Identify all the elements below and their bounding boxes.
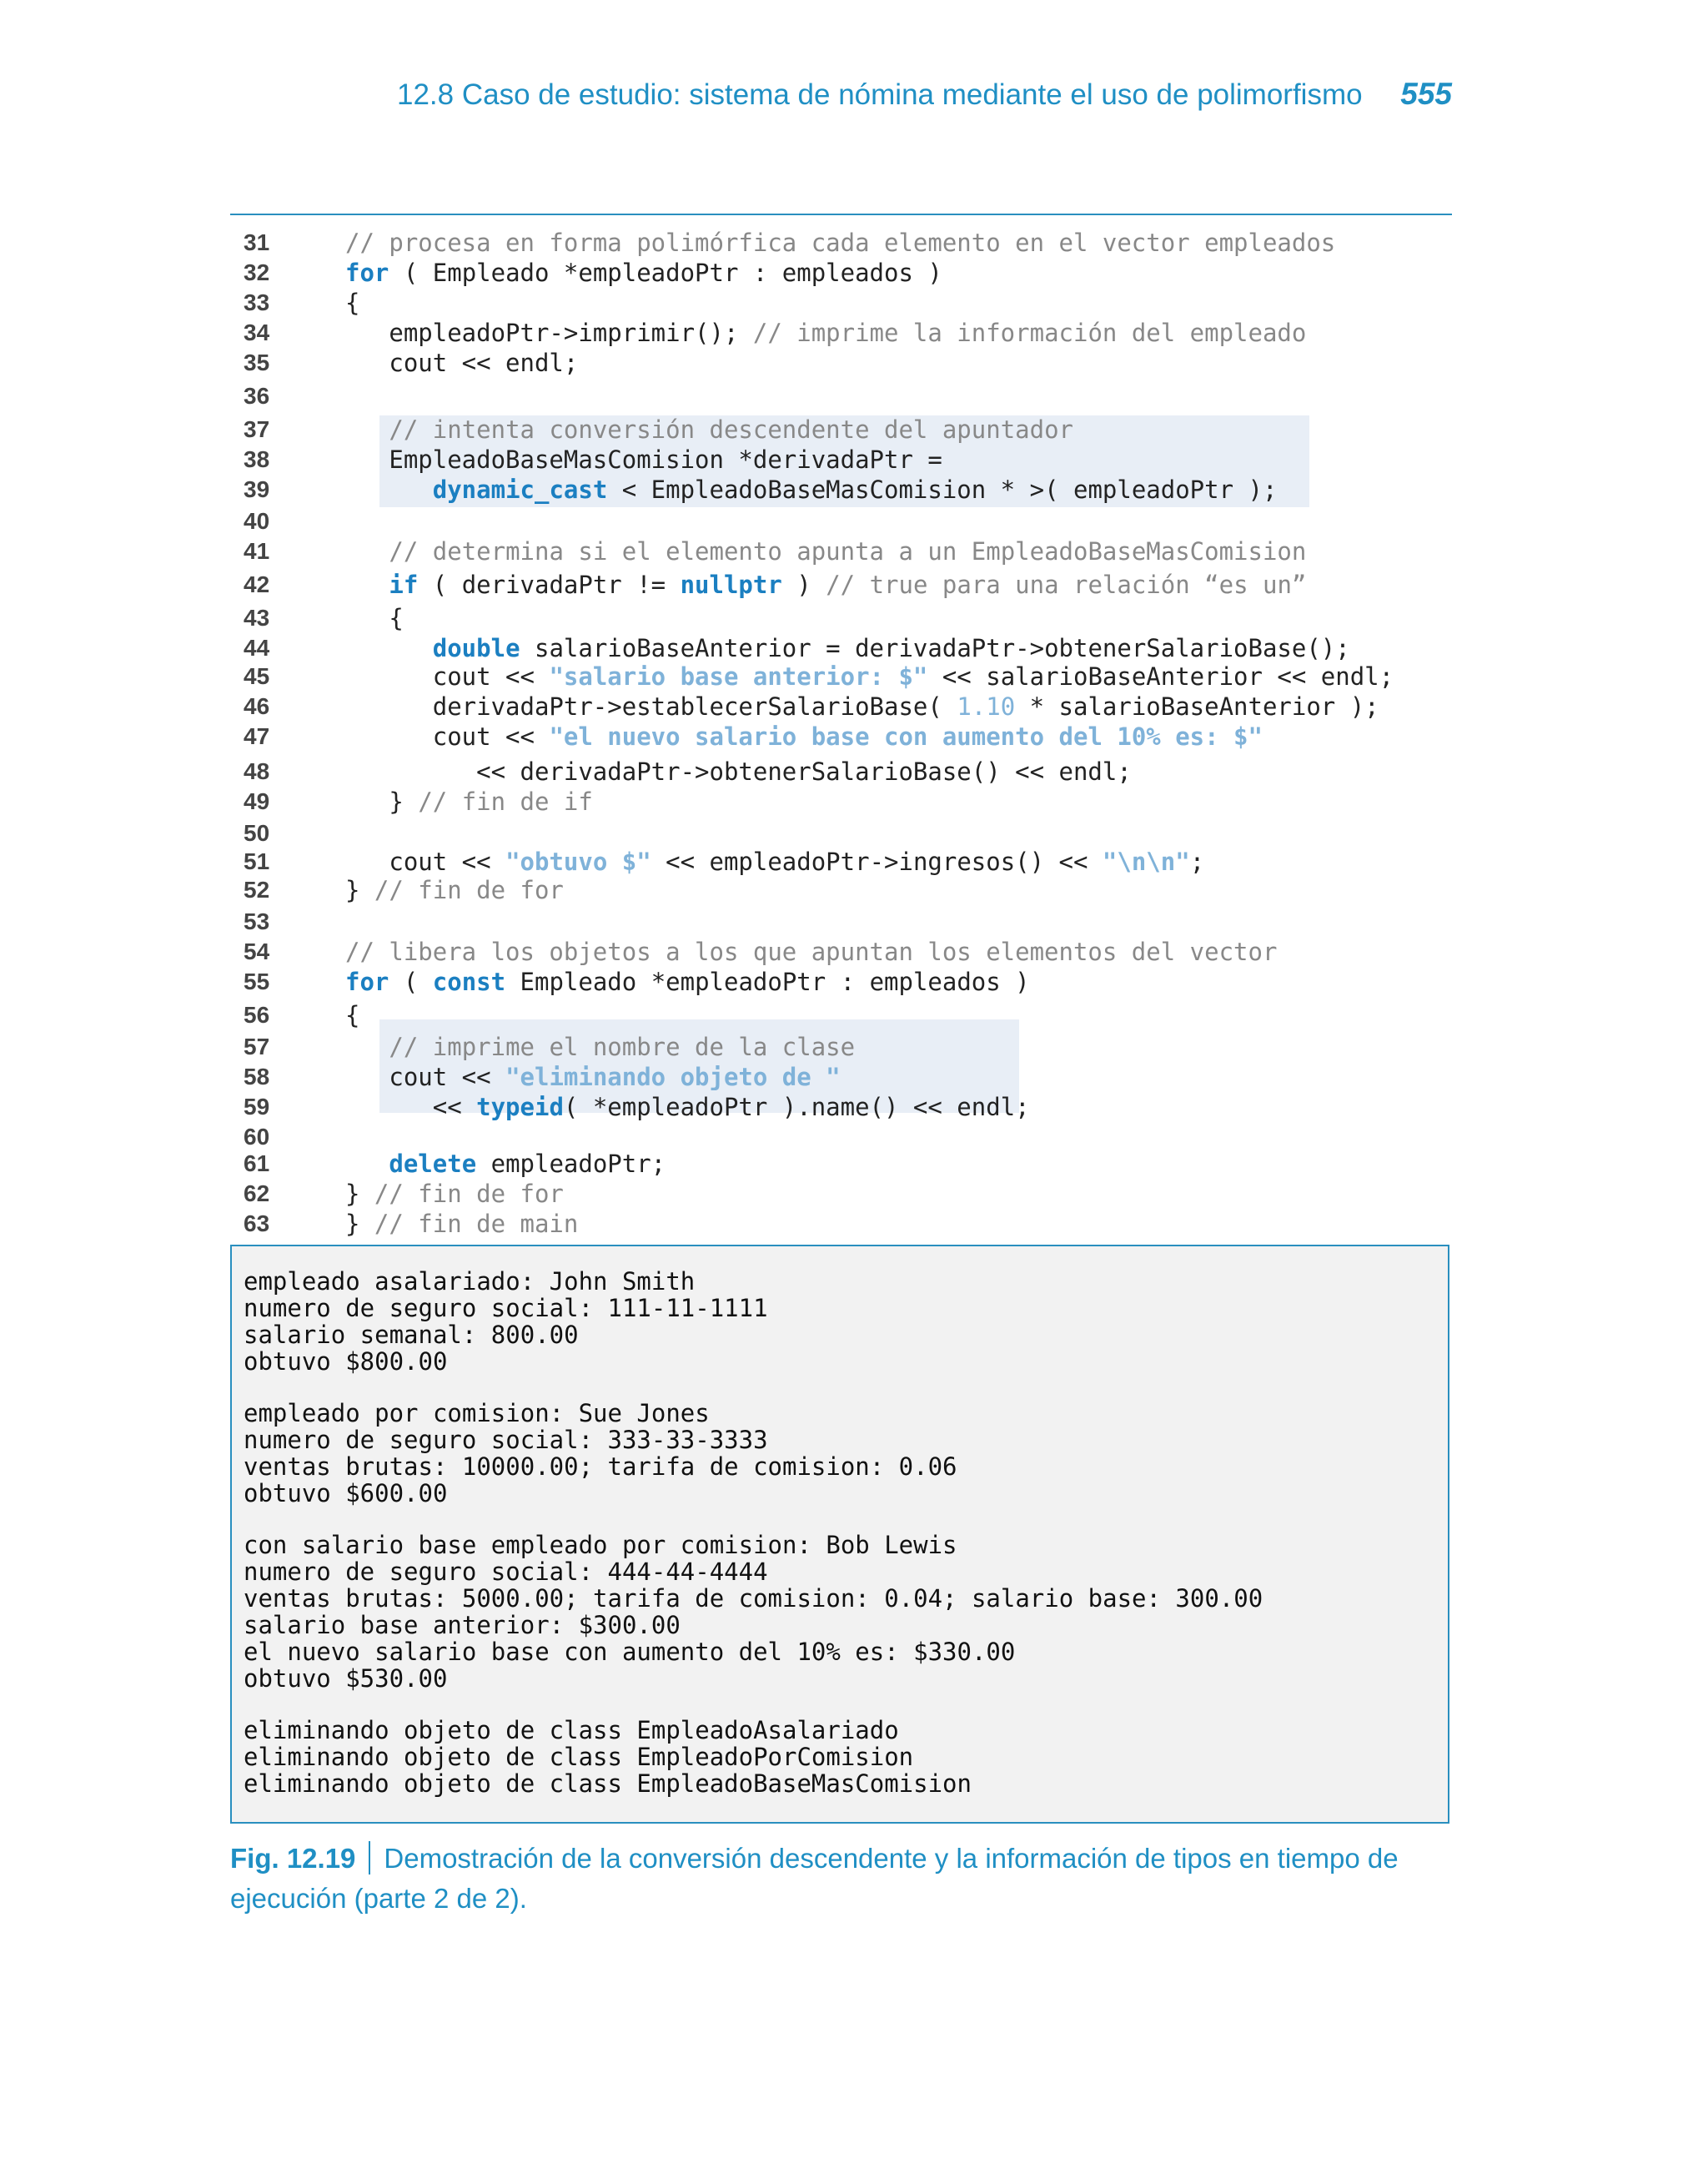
code-text: } // fin de for <box>345 1180 564 1208</box>
line-number: 52 <box>244 877 270 903</box>
code-text: << typeid( *empleadoPtr ).name() << endl; <box>345 1093 1030 1121</box>
code-text: dynamic_cast < EmpleadoBaseMasComision * >( empleadoPtr ); <box>432 476 1278 504</box>
output-line: numero de seguro social: 444-44-4444 <box>244 1558 768 1586</box>
line-number: 32 <box>244 259 270 285</box>
code-text: { <box>345 604 404 632</box>
output-line: empleado asalariado: John Smith <box>244 1267 696 1296</box>
output-line: numero de seguro social: 111-11-1111 <box>244 1294 768 1322</box>
output-line: ventas brutas: 5000.00; tarifa de comision: 0.04; salario base: 300.00 <box>244 1584 1263 1613</box>
line-number: 50 <box>244 820 270 846</box>
line-number: 35 <box>244 350 270 375</box>
caption-separator <box>369 1841 370 1875</box>
figure-caption <box>230 1839 1464 1919</box>
code-text: } // fin de for <box>345 876 564 904</box>
line-number: 63 <box>244 1210 270 1236</box>
figure-label: Fig. 12.19 <box>230 1843 356 1874</box>
code-text: // intenta conversión descendente del apuntador <box>389 415 1073 444</box>
figure-caption-text: Demostración de la conversión descendente y la información de tipos en tiempo de ejecución (parte 2 de 2). <box>230 1843 1399 1914</box>
code-text: // procesa en forma polimórfica cada elemento en el vector empleados <box>345 229 1336 257</box>
output-line: obtuvo $600.00 <box>244 1479 448 1507</box>
line-number: 48 <box>244 758 270 784</box>
output-line: salario semanal: 800.00 <box>244 1321 579 1349</box>
line-number: 60 <box>244 1124 270 1150</box>
code-text: cout << "obtuvo $" << empleadoPtr->ingresos() << "\n\n"; <box>345 848 1205 876</box>
line-number: 61 <box>244 1150 270 1176</box>
line-number: 31 <box>244 229 270 255</box>
output-line: ventas brutas: 10000.00; tarifa de comision: 0.06 <box>244 1452 957 1481</box>
line-number: 55 <box>244 969 270 994</box>
output-line: con salario base empleado por comision: Bob Lewis <box>244 1531 957 1559</box>
output-line: salario base anterior: $300.00 <box>244 1611 681 1639</box>
line-number: 42 <box>244 571 270 597</box>
output-line: obtuvo $530.00 <box>244 1664 448 1693</box>
line-number: 34 <box>244 320 270 345</box>
line-number: 44 <box>244 635 270 661</box>
code-text: for ( Empleado *empleadoPtr : empleados ) <box>345 259 942 287</box>
line-number: 62 <box>244 1180 270 1206</box>
line-number: 43 <box>244 605 270 631</box>
line-number: 47 <box>244 723 270 749</box>
code-text: { <box>345 289 360 317</box>
code-text: cout << endl; <box>345 349 579 377</box>
line-number: 53 <box>244 908 270 934</box>
line-number: 41 <box>244 538 270 564</box>
page-number: 555 <box>1400 77 1452 111</box>
code-text: } // fin de if <box>345 788 593 816</box>
code-text: double salarioBaseAnterior = derivadaPtr->obtenerSalarioBase(); <box>432 634 1350 662</box>
output-line: el nuevo salario base con aumento del 10% es: $330.00 <box>244 1638 1016 1666</box>
code-text: EmpleadoBaseMasComision *derivadaPtr = <box>345 445 942 474</box>
line-number: 38 <box>244 446 270 472</box>
line-number: 56 <box>244 1002 270 1028</box>
code-text: cout << "eliminando objeto de " <box>345 1063 841 1091</box>
output-line: obtuvo $800.00 <box>244 1347 448 1376</box>
code-text: // imprime el nombre de la clase <box>389 1033 856 1061</box>
output-line: eliminando objeto de class EmpleadoPorComision <box>244 1743 914 1771</box>
code-text: { <box>345 1001 360 1029</box>
output-line: empleado por comision: Sue Jones <box>244 1399 710 1427</box>
program-output-box <box>230 1245 1449 1824</box>
code-text: cout << "salario base anterior: $" << salarioBaseAnterior << endl; <box>345 662 1394 691</box>
line-number: 59 <box>244 1094 270 1120</box>
code-text: empleadoPtr->imprimir(); // imprime la información del empleado <box>345 319 1307 347</box>
output-line: numero de seguro social: 333-33-3333 <box>244 1426 768 1454</box>
line-number: 36 <box>244 383 270 409</box>
output-line: eliminando objeto de class EmpleadoAsalariado <box>244 1716 899 1744</box>
line-number: 33 <box>244 289 270 315</box>
line-number: 46 <box>244 693 270 719</box>
line-number: 57 <box>244 1034 270 1059</box>
line-number: 49 <box>244 788 270 814</box>
code-text: // libera los objetos a los que apuntan los elementos del vector <box>345 938 1278 966</box>
line-number: 39 <box>244 476 270 502</box>
line-number: 37 <box>244 416 270 442</box>
code-text: derivadaPtr->establecerSalarioBase( 1.10 * salarioBaseAnterior ); <box>345 692 1379 721</box>
line-number: 58 <box>244 1064 270 1090</box>
code-text: // determina si el elemento apunta a un EmpleadoBaseMasComision <box>389 537 1307 566</box>
line-number: 51 <box>244 848 270 874</box>
top-rule <box>230 214 1452 215</box>
code-text: << derivadaPtr->obtenerSalarioBase() << endl; <box>345 757 1132 786</box>
line-number: 45 <box>244 663 270 689</box>
code-text: } // fin de main <box>345 1210 579 1238</box>
output-line: eliminando objeto de class EmpleadoBaseMasComision <box>244 1769 972 1798</box>
code-text: for ( const Empleado *empleadoPtr : empleados ) <box>345 968 1030 996</box>
section-title: 12.8 Caso de estudio: sistema de nómina mediante el uso de polimorfismo <box>397 78 1363 111</box>
line-number: 40 <box>244 508 270 534</box>
page-header <box>230 73 1452 123</box>
line-number: 54 <box>244 939 270 964</box>
code-text: delete empleadoPtr; <box>389 1150 666 1178</box>
code-text: cout << "el nuevo salario base con aumento del 10% es: $" <box>345 722 1263 751</box>
code-text: if ( derivadaPtr != nullptr ) // true para una relación “es un” <box>389 571 1307 599</box>
